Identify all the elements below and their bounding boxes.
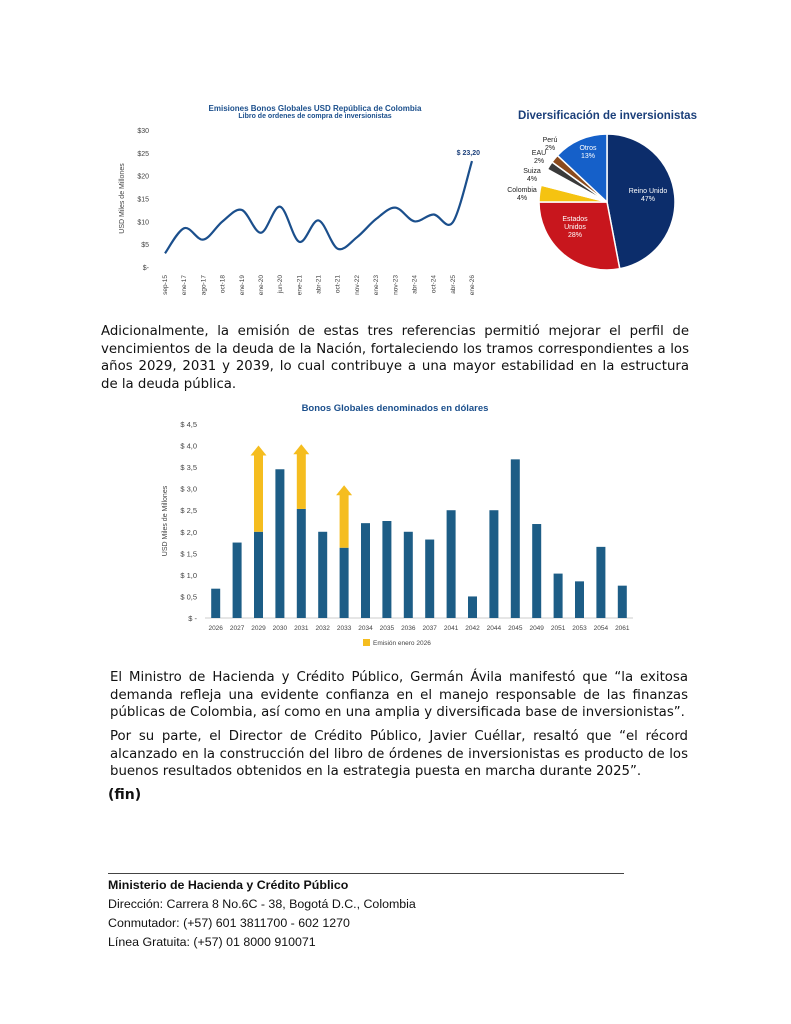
- x-tick-label: 2030: [272, 625, 288, 632]
- bar: [447, 510, 456, 618]
- p2-line: demanda refleja una evidente confianza en el manejo responsable de las finanzas: [110, 687, 688, 703]
- x-tick-label: ago-17: [200, 275, 208, 296]
- x-tick-label: ene-26: [469, 275, 476, 296]
- x-tick-label: 2035: [379, 625, 395, 632]
- y-axis-label: USD Miles de Millones: [162, 485, 169, 557]
- pie-label: Reino Unido: [628, 188, 668, 195]
- x-tick-label: 2041: [443, 625, 459, 632]
- y-tick-label: $15: [137, 196, 149, 204]
- y-tick-label: $ 1,5: [180, 549, 197, 559]
- p2-line: El Ministro de Hacienda y Crédito Público, Germán Ávila manifestó que “la exitosa: [110, 670, 688, 685]
- y-tick-label: $5: [141, 242, 149, 250]
- pie-chart: [495, 125, 725, 275]
- bar: [468, 596, 477, 618]
- p3-line: alcanzado en la construcción del libro de órdenes de inversionistas es producto de los: [110, 746, 688, 762]
- bar: [596, 547, 605, 618]
- arrow-head: [251, 446, 267, 456]
- p2-line: públicas de Colombia, así como en una amplia y diversificada base de inversionistas”.: [110, 705, 685, 720]
- x-tick-label: 2049: [529, 625, 544, 632]
- p3-line: buenos resultados obtenidos en la estrategia puesta en marcha durante 2025”.: [110, 764, 642, 779]
- bar: [532, 524, 541, 618]
- pie-label: Estados: [562, 216, 588, 223]
- y-tick-label: $ 4,0: [180, 441, 197, 451]
- p1-line: años 2029, 2031 y 2039, lo cual contribuye a una mayor estabilidad en la estructura: [101, 359, 689, 374]
- x-tick-label: ene-20: [257, 275, 265, 296]
- y-tick-label: $-: [142, 265, 149, 272]
- x-tick-label: ene-19: [238, 275, 246, 296]
- pie-label: Suiza: [523, 168, 541, 175]
- bar: [233, 543, 242, 618]
- pie-label: Colombia: [507, 187, 537, 194]
- bar-issuance: [254, 455, 263, 532]
- bar: [618, 586, 627, 618]
- bar-issuance: [297, 453, 306, 509]
- pie-percent: 13%: [580, 153, 596, 160]
- y-axis-label: USD Miles de Millones: [119, 163, 126, 234]
- footer-phone: Conmutador: (+57) 601 3811700 - 602 1270: [108, 916, 350, 930]
- bar: [275, 469, 284, 618]
- x-tick-label: 2054: [593, 625, 609, 632]
- x-tick-label: 2042: [465, 625, 480, 632]
- footer-tollfree: Línea Gratuita: (+57) 01 8000 910071: [108, 935, 316, 949]
- bar: [254, 532, 263, 618]
- line-chart-title: Emisiones Bonos Globales USD República de Colombia: [208, 104, 422, 113]
- bar-issuance: [340, 494, 349, 548]
- bar: [575, 581, 584, 618]
- x-tick-label: ene-21: [296, 275, 304, 296]
- p1-line: Adicionalmente, la emisión de estas tres referencias permitió mejorar el perfil de: [101, 324, 689, 339]
- p1-line: vencimientos de la deuda de la Nación, fortaleciendo los tramos correspondientes a los: [101, 341, 689, 357]
- x-tick-label: nov-23: [392, 275, 400, 295]
- pie-label: Perú: [542, 137, 558, 144]
- bar-chart-title: Bonos Globales denominados en dólares: [301, 403, 489, 414]
- pie-percent: 4%: [516, 195, 528, 202]
- paragraph-director-quote: [110, 728, 688, 781]
- x-tick-label: 2044: [486, 625, 502, 632]
- x-tick-label: 2036: [401, 625, 416, 632]
- x-tick-label: oct-21: [334, 275, 342, 294]
- y-tick-label: $20: [137, 173, 149, 181]
- x-tick-label: 2051: [550, 625, 566, 632]
- pie-label: EAU: [531, 150, 547, 157]
- bar: [554, 574, 563, 618]
- pie-chart-title: Diversificación de inversionistas: [518, 110, 697, 122]
- footer-divider: [108, 873, 624, 874]
- data-label: $ 23,20: [456, 150, 480, 158]
- x-tick-label: abr-21: [315, 275, 323, 294]
- pie-percent: 2%: [544, 145, 556, 152]
- bar: [361, 523, 370, 618]
- x-tick-label: 2031: [294, 625, 309, 632]
- x-tick-label: 2027: [229, 625, 245, 632]
- line-chart-subtitle: Libro de ordenes de compra de inversionistas: [238, 113, 392, 120]
- pie-percent: 28%: [567, 232, 583, 239]
- x-tick-label: 2033: [336, 625, 352, 632]
- x-tick-label: sep-15: [162, 275, 169, 295]
- x-tick-label: abr-24: [411, 275, 419, 294]
- x-tick-label: 2053: [572, 625, 587, 632]
- y-tick-label: $ 1,0: [180, 570, 197, 580]
- p1-line: de la deuda pública.: [101, 376, 237, 392]
- pie-percent: 4%: [526, 176, 538, 183]
- x-tick-label: ene-23: [373, 275, 381, 296]
- pie-label: Otros: [579, 145, 597, 152]
- y-tick-label: $ -: [188, 614, 197, 623]
- series-line: [165, 161, 472, 253]
- bar: [340, 548, 349, 618]
- bar: [425, 540, 434, 618]
- x-tick-label: 2034: [358, 625, 373, 632]
- x-tick-label: 2029: [251, 625, 266, 632]
- y-tick-label: $ 0,5: [180, 592, 197, 602]
- x-tick-label: 2032: [315, 625, 330, 632]
- y-tick-label: $ 4,5: [180, 420, 197, 429]
- x-tick-label: ene-17: [181, 275, 189, 296]
- y-tick-label: $10: [137, 219, 149, 227]
- pie-percent: 2%: [533, 158, 545, 165]
- bar: [489, 510, 498, 618]
- x-tick-label: 2061: [615, 625, 630, 632]
- y-tick-label: $ 2,0: [180, 527, 197, 537]
- y-tick-label: $ 3,0: [180, 484, 197, 494]
- x-tick-label: nov-22: [353, 275, 361, 295]
- bar: [511, 459, 520, 618]
- paragraph-minister-quote: [110, 669, 688, 722]
- arrow-head: [336, 485, 352, 495]
- arrow-head: [293, 444, 309, 454]
- paragraph-maturity-profile: [101, 323, 689, 393]
- footer-address: Dirección: Carrera 8 No.6C - 38, Bogotá D.C., Colombia: [108, 897, 416, 911]
- legend-label: Emisión enero 2026: [373, 640, 431, 647]
- p3-line: Por su parte, el Director de Crédito Público, Javier Cuéllar, resaltó que “el récord: [110, 729, 688, 744]
- footer-org: Ministerio de Hacienda y Crédito Público: [108, 878, 349, 892]
- bar: [297, 509, 306, 618]
- line-chart: [110, 122, 495, 302]
- x-tick-label: abr-25: [449, 275, 457, 294]
- legend-swatch: [363, 639, 370, 646]
- x-tick-label: oct-24: [430, 275, 438, 294]
- bar: [318, 532, 327, 618]
- x-tick-label: oct-18: [219, 275, 227, 294]
- x-tick-label: 2037: [422, 625, 437, 632]
- y-tick-label: $ 2,5: [180, 506, 197, 516]
- bar: [404, 532, 413, 618]
- y-tick-label: $25: [137, 150, 149, 158]
- end-marker: (fin): [108, 787, 142, 803]
- x-tick-label: 2026: [208, 625, 223, 632]
- bar: [211, 589, 220, 618]
- bar-chart: [155, 414, 640, 654]
- footer: [108, 876, 416, 952]
- pie-label: Unidos: [564, 224, 586, 231]
- bar: [382, 521, 391, 618]
- y-tick-label: $30: [137, 128, 149, 135]
- pie-percent: 47%: [640, 196, 656, 203]
- x-tick-label: jun-20: [277, 275, 285, 294]
- y-tick-label: $ 3,5: [180, 463, 197, 473]
- x-tick-label: 2045: [508, 625, 523, 632]
